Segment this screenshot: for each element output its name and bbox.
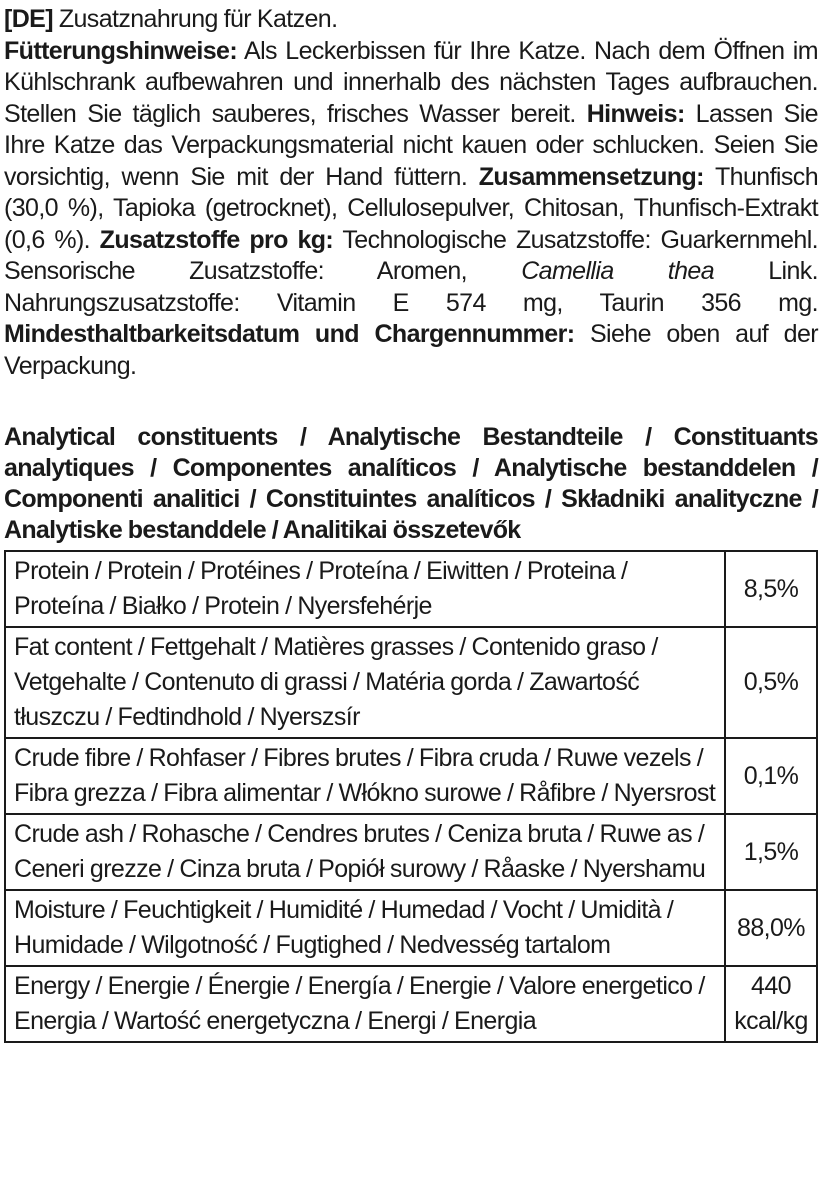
table-row [5,627,817,738]
german-label-text [4,4,818,382]
constituent-value: 88,0% [725,890,817,966]
constituent-name: Fat content / Fettgehalt / Matières grasses / Contenido graso / Vetgehalte / Contenuto di grassi / Matéria gorda / Zawartość tłuszczu / Fedtindhold / Nyerszsír [5,627,725,738]
composition-text: Thunfisch (30,0 %), Tapioka (getrocknet), Cellulosepulver, Chitosan, Thunfisch-Extrakt (0,6 %). [4,162,818,254]
constituent-name: Crude fibre / Rohfaser / Fibres brutes / Fibra cruda / Ruwe vezels / Fibra grezza / Fibra alimentar / Włókno surowe / Råfibre / Nyersrost [5,738,725,814]
section-spacer [4,382,818,422]
constituent-value: 0,5% [725,627,817,738]
constituent-name: Crude ash / Rohasche / Cendres brutes / Ceniza bruta / Ruwe as / Ceneri grezze / Cinza bruta / Popiół surowy / Råaske / Nyershamu [5,814,725,890]
date-label: Mindesthaltbarkeitsdatum und Chargennummer: [4,320,575,348]
constituent-name: Moisture / Feuchtigkeit / Humidité / Humedad / Vocht / Umidità / Humidade / Wilgotność / Fugtighed / Nedvesség tartalom [5,890,725,966]
constituent-value: 8,5% [725,551,817,627]
table-row [5,738,817,814]
feeding-text: Als Leckerbissen für Ihre Katze. Nach dem Öffnen im Kühlschrank aufbewahren und innerhalb des nächsten Tages aufbrauchen. Stellen Sie täglich sauberes, frisches Wasser bereit. [4,36,818,128]
table-row [5,551,817,627]
additives-italic: Camellia thea [521,257,715,285]
analytical-heading: Analytical constituents / Analytische Bestandteile / Constituants analytiques / Componentes analíticos / Analytische bestanddelen / Componenti analitici / Constituintes analíticos / Składniki analityczne / Analytiske bestanddele / Analitikai összetevők [4,423,818,544]
feeding-label: Fütterungshinweise: [4,36,238,65]
additives-text-cont: Link. Nahrungszusatzstoffe: Vitamin E 574 mg, Taurin 356 mg. [4,257,819,317]
language-tag: [DE] [4,5,53,33]
note-label: Hinweis: [586,99,685,128]
product-type: Zusatznahrung für Katzen. [52,5,338,33]
constituents-table [4,550,818,1043]
table-row [5,890,817,966]
note-text: Lassen Sie Ihre Katze das Verpackungsmaterial nicht kauen oder schlucken. Seien Sie vorsichtig, wenn Sie mit der Hand füttern. [4,99,818,191]
constituent-name: Energy / Energie / Énergie / Energía / Energie / Valore energetico / Energia / Wartość energetyczna / Energi / Energia [5,966,725,1042]
table-row [5,966,817,1042]
table-row [5,814,817,890]
composition-label: Zusammensetzung: [478,162,704,191]
date-text: Siehe oben auf der Verpackung. [4,320,818,380]
constituent-name: Protein / Protein / Protéines / Proteína / Eiwitten / Proteina / Proteína / Białko / Protein / Nyersfehérje [5,551,725,627]
additives-label: Zusatzstoffe pro kg: [99,225,334,254]
constituent-value: 440 kcal/kg [725,966,817,1042]
constituent-value: 0,1% [725,738,817,814]
additives-text: Technologische Zusatzstoffe: Guarkernmehl. Sensorische Zusatzstoffe: Aromen, [4,225,818,285]
constituent-value: 1,5% [725,814,817,890]
